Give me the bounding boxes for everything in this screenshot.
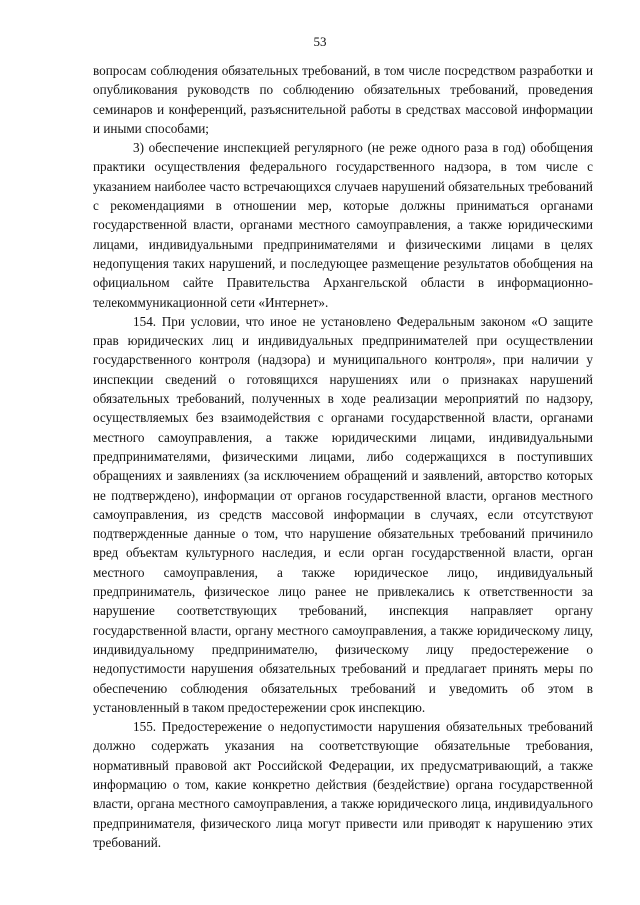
paragraph-154: 154. При условии, что иное не установлено Федеральным законом «О защите прав юридических лиц и индивидуальных предпринимателей при осуществлении государственного контроля (надзора) и муниципального контроля», при наличии у инспекции сведений о готовящихся нарушениях или о признаках нарушений обязательных требований, полученных в ходе реализации мероприятий по надзору, осуществляемых без взаимодействия с органами государственной власти, органами местного самоуправления, а также юридическими лицами, индивидуальными предпринимателями, физическими лицами, либо содержащихся в поступивших обращениях и заявлениях (за исключением обращений и заявлений, авторство которых не подтверждено), информации от органов государственной власти, органов местного самоуправления, из средств массовой информации в случаях, если отсутствуют подтвержденные данные о том, что нарушение обязательных требований причинило вред объектам культурного наследия, и если орган государственной власти, орган местного самоуправления, а также юридическое лицо, индивидуальный предприниматель, физическое лицо ранее не привлекались к ответственности за нарушение соответствующих требований, инспекция направляет органу государственной власти, органу местного самоуправления, а также юридическому лицу, индивидуальному предпринимателю, физическому лицу предостережение о недопустимости нарушения обязательных требований и предлагает принять меры по обеспечению соблюдения обязательных требований и уведомить об этом в установленный в таком предостережении срок инспекцию. [93, 313, 593, 715]
document-body [93, 61, 593, 852]
paragraph-item-3: 3) обеспечение инспекцией регулярного (не реже одного раза в год) обобщения практики осуществления федерального государственного надзора, в том числе с указанием наиболее часто встречающихся случаев нарушений обязательных требований с рекомендациями в отношении мер, которые должны приниматься органами государственной власти, органами местного самоуправления, а также юридическими лицами, индивидуальными предпринимателями и физическими лицами в целях недопущения таких нарушений, и последующее размещение результатов обобщения на официальном сайте Правительства Архангельской области в информационно-телекоммуникационной сети «Интернет». [93, 140, 593, 310]
page-number: 53 [313, 34, 327, 49]
paragraph-continuation: вопросам соблюдения обязательных требований, в том числе посредством разработки и опубликования руководств по соблюдению обязательных требований, проведения семинаров и конференций, разъяснительной работы в средствах массовой информации и иными способами; [93, 63, 593, 136]
paragraph-155: 155. Предостережение о недопустимости нарушения обязательных требований должно содержать указания на соответствующие обязательные требования, нормативный правовой акт Российской Федерации, их предусматривающий, а также информацию о том, какие конкретно действия (бездействие) органа государственной власти, органа местного самоуправления, а также юридического лица, индивидуального предпринимателя, физического лица могут привести или приводят к нарушению этих требований. [93, 719, 593, 850]
